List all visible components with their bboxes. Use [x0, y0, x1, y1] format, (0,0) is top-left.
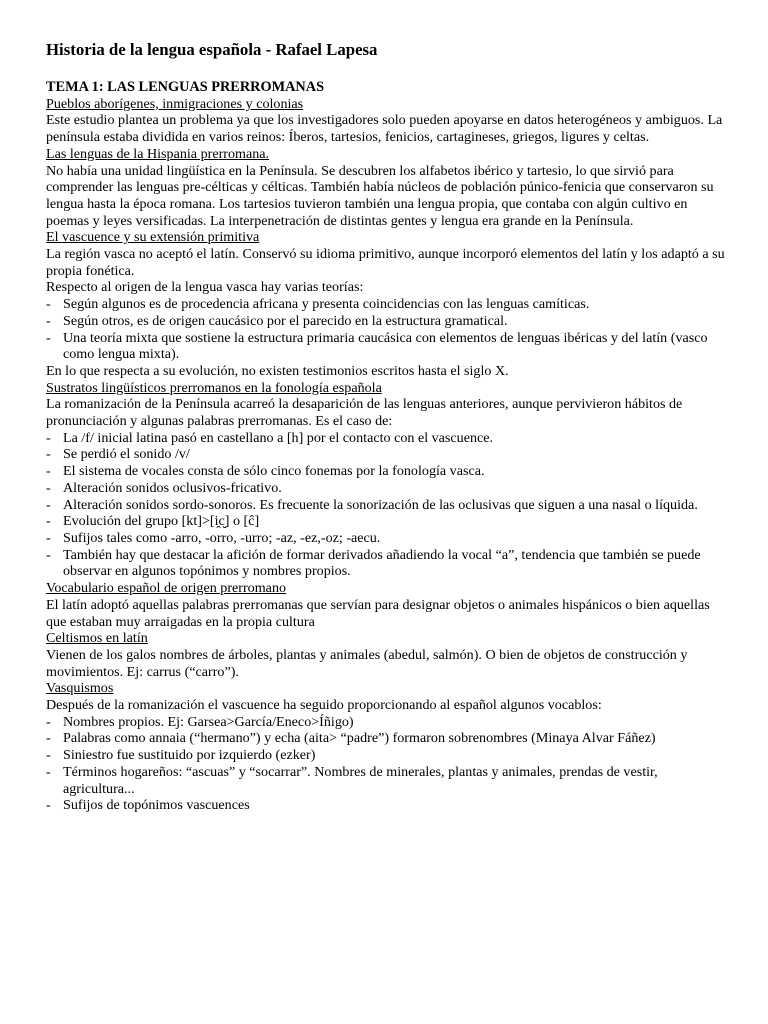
list-item [46, 296, 726, 313]
section-heading: Celtismos en latín [46, 630, 148, 647]
document-sections [46, 96, 726, 814]
paragraph: El latín adoptó aquellas palabras prerromanas que servían para designar objetos o animales hispánicos o bien aquellas que estaban muy arraigadas en la propia cultura [46, 596, 710, 630]
list-item-text: También hay que destacar la afición de formar derivados añadiendo la vocal “a”, tendencia que también se puede observar en algunos topónimos y nombres propios. [63, 546, 701, 580]
list-dash: - [46, 763, 51, 780]
list-dash: - [46, 529, 51, 546]
section-heading: Pueblos aborígenes, inmigraciones y colonias [46, 95, 304, 112]
list-item [46, 714, 726, 731]
list-item-text: Sufijos de topónimos vascuences [63, 797, 250, 814]
list-item-text: La /f/ inicial latina pasó en castellano a [h] por el contacto con el vascuence. [63, 429, 494, 446]
list-item [46, 547, 726, 580]
list-item [46, 497, 726, 514]
list-item-text: Según algunos es de procedencia africana y presenta coincidencias con las lenguas camíticas. [63, 296, 590, 313]
list-item-text: Siniestro fue sustituido por izquierdo (ezker) [63, 747, 316, 764]
list-item [46, 463, 726, 480]
paragraph: No había una unidad lingüística en la Península. Se descubren los alfabetos ibérico y tartesio, lo que sirvió para comprender las lenguas pre-célticas y célticas. También había núcleos de población púnico-fenicia que conservaron su lengua hasta la época romana. Los tartesios tuvieron también una lengua propia, que contaba con algún cultivo en poemas y leyes versificadas. La interpenetración de distintas gentes y lengua era grande en la Península. [46, 162, 714, 229]
list-item [46, 530, 726, 547]
list-item-text: Términos hogareños: “ascuas” y “socarrar”. Nombres de minerales, plantas y animales, prendas de vestir, agricultura... [63, 763, 658, 797]
list-dash: - [46, 730, 51, 747]
paragraph: La región vasca no aceptó el latín. Conservó su idioma primitivo, aunque incorporó elementos del latín y los adaptó a su propia fonética. [46, 246, 725, 279]
list-item [46, 513, 726, 530]
section-heading: Vocabulario español de origen prerromano [46, 580, 287, 597]
list-item-text: Alteración sonidos oclusivos-fricativo. [63, 479, 282, 496]
list-dash: - [46, 546, 51, 563]
list-item-text: Alteración sonidos sordo-sonoros. Es frecuente la sonorización de las oclusivas que siguen a una nasal o líquida. [63, 496, 698, 513]
section-heading: Vasquismos [46, 680, 114, 697]
list-item-text: Según otros, es de origen caucásico por el parecido en la estructura gramatical. [63, 312, 508, 329]
list-item-text: Se perdió el sonido /v/ [63, 446, 190, 463]
list-item [46, 446, 726, 463]
list-dash: - [46, 747, 51, 764]
list-item [46, 730, 726, 747]
list-dash: - [46, 797, 51, 814]
paragraph: Vienen de los galos nombres de árboles, plantas y animales (abedul, salmón). O bien de objetos de construcción y movimientos. Ej: carrus (“carro”). [46, 646, 688, 680]
section-heading: El vascuence y su extensión primitiva [46, 229, 260, 246]
list-item-text: El sistema de vocales consta de sólo cinco fonemas por la fonología vasca. [63, 463, 485, 480]
list-dash: - [46, 429, 51, 446]
document-title: Historia de la lengua española - Rafael Lapesa [46, 40, 378, 59]
paragraph: Después de la romanización el vascuence ha seguido proporcionando al español algunos vocablos: [46, 697, 602, 714]
list-dash: - [46, 496, 51, 513]
paragraph: En lo que respecta a su evolución, no existen testimonios escritos hasta el siglo X. [46, 362, 509, 379]
list-item-text: Palabras como annaia (“hermano”) y echa (aita> “padre”) formaron sobrenombres (Minaya Alvar Fáñez) [63, 730, 656, 747]
list-dash: - [46, 513, 51, 530]
list-item-text: Nombres propios. Ej: Garsea>García/Eneco>Íñigo) [63, 713, 354, 730]
list-item [46, 764, 726, 797]
list-dash: - [46, 312, 51, 329]
paragraph: Este estudio plantea un problema ya que los investigadores solo pueden apoyarse en datos heterogéneos y ambiguos. La península estaba dividida en varios reinos: Íberos, tartesios, fenicios, cartagineses, griegos, ligures y celtas. [46, 112, 723, 146]
list-item-text: Una teoría mixta que sostiene la estructura primaria caucásica con elementos de lenguas ibéricas y del latín (vasco como lengua mixta). [63, 329, 708, 363]
list-item [46, 797, 726, 814]
list-item [46, 313, 726, 330]
section-heading: Sustratos lingüísticos prerromanos en la fonología española [46, 379, 382, 396]
list-dash: - [46, 296, 51, 313]
chapter-heading: TEMA 1: LAS LENGUAS PRERROMANAS [46, 79, 325, 95]
list-dash: - [46, 463, 51, 480]
list-dash: - [46, 329, 51, 346]
section-heading: Las lenguas de la Hispania prerromana. [46, 145, 270, 162]
list-dash: - [46, 713, 51, 730]
list-item [46, 430, 726, 447]
list-item [46, 747, 726, 764]
list-item [46, 330, 726, 363]
list-item-text: Evolución del grupo [kt]>[i̯c̮] o [ĉ] [63, 513, 260, 530]
list-item-text: Sufijos tales como -arro, -orro, -urro; -az, -ez,-oz; -aecu. [63, 529, 381, 546]
paragraph: Respecto al origen de la lengua vasca hay varias teorías: [46, 279, 364, 296]
document-body [46, 40, 726, 814]
list-dash: - [46, 479, 51, 496]
list-dash: - [46, 446, 51, 463]
list-item [46, 480, 726, 497]
paragraph: La romanización de la Península acarreó la desaparición de las lenguas anteriores, aunque pervivieron hábitos de pronunciación y algunas palabras prerromanas. Es el caso de: [46, 396, 683, 430]
